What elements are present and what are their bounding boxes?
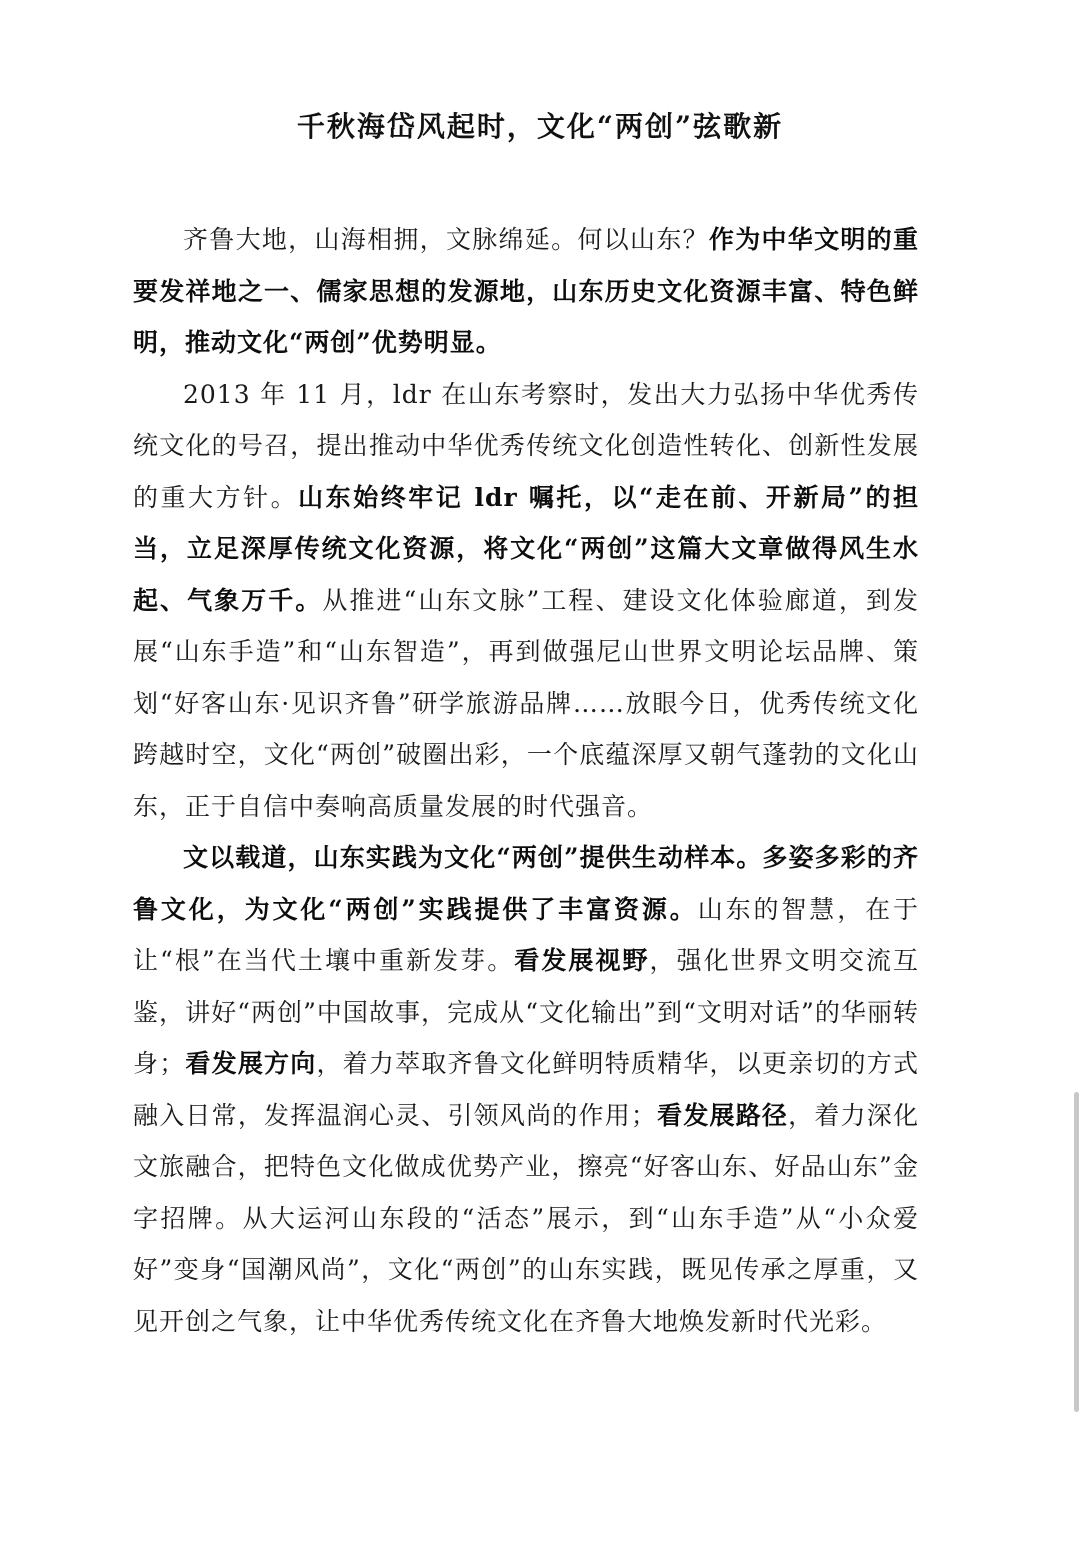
paragraph-text: 从推进“山东文脉”工程、建设文化体验廊道，到发展“山东手造”和“山东智造”，再到做强尼山世界文明论坛品牌、策划“好客山东·见识齐鲁”研学旅游品牌……放眼今日，优秀传统文化跨越时空，文化“两创”破圈出彩，一个底蕴深厚又朝气蓬勃的文化山东，正于自信中奏响高质量发展的时代强音。 — [133, 585, 919, 821]
paragraph-emphasis: 山东始终牢记 ldr 嘱托，以“走在前、开新局”的担当，立足深厚传统文化资源，将文化“两创”这篇大文章做得风生水起、气象万千。 — [133, 482, 919, 615]
scrollbar-thumb[interactable] — [1074, 1092, 1079, 1412]
paragraph-text: ，着力萃取齐鲁文化鲜明特质精华，以更亲切的方式融入日常，发挥温润心灵、引领风尚的作用； — [133, 1049, 919, 1130]
vertical-scrollbar[interactable] — [1072, 1092, 1080, 1412]
article-body — [133, 214, 919, 1347]
paragraph-emphasis: 看发展方向 — [185, 1049, 317, 1078]
paragraph-text: 齐鲁大地，山海相拥，文脉绵延。何以山东？ — [183, 225, 709, 254]
paragraph-3 — [133, 832, 919, 1347]
paragraph-text: ，强化世界文明交流互鉴，讲好“两创”中国故事，完成从“文化输出”到“文明对话”的华丽转身； — [133, 946, 919, 1078]
paragraph-text: ，着力深化文旅融合，把特色文化做成优势产业，擦亮“好客山东、好品山东”金字招牌。从大运河山东段的“活态”展示，到“山东手造”从“小众爱好”变身“国潮风尚”，文化“两创”的山东实践，既见传承之厚重，又见开创之气象，让中华优秀传统文化在齐鲁大地焕发新时代光彩。 — [133, 1100, 919, 1336]
paragraph-2 — [133, 369, 919, 833]
paragraph-text: 山东的智慧，在于让“根”在当代土壤中重新发芽。 — [133, 894, 919, 975]
paragraph-emphasis: 文以载道，山东实践为文化“两创”提供生动样本。多姿多彩的齐鲁文化，为文化“两创”实践提供了丰富资源。 — [133, 843, 919, 924]
article-title: 千秋海岱风起时，文化“两创”弦歌新 — [296, 110, 784, 143]
paragraph-1 — [133, 214, 919, 369]
paragraph-text: 2013 年 11 月，ldr 在山东考察时，发出大力弘扬中华优秀传统文化的号召，提出推动中华优秀传统文化创造性转化、创新性发展的重大方针。 — [133, 379, 919, 512]
paragraph-emphasis: 作为中华文明的重要发祥地之一、儒家思想的发源地，山东历史文化资源丰富、特色鲜明，推动文化“两创”优势明显。 — [133, 225, 919, 357]
paragraph-emphasis: 看发展路径 — [656, 1100, 789, 1130]
paragraph-emphasis: 看发展视野 — [514, 946, 650, 975]
